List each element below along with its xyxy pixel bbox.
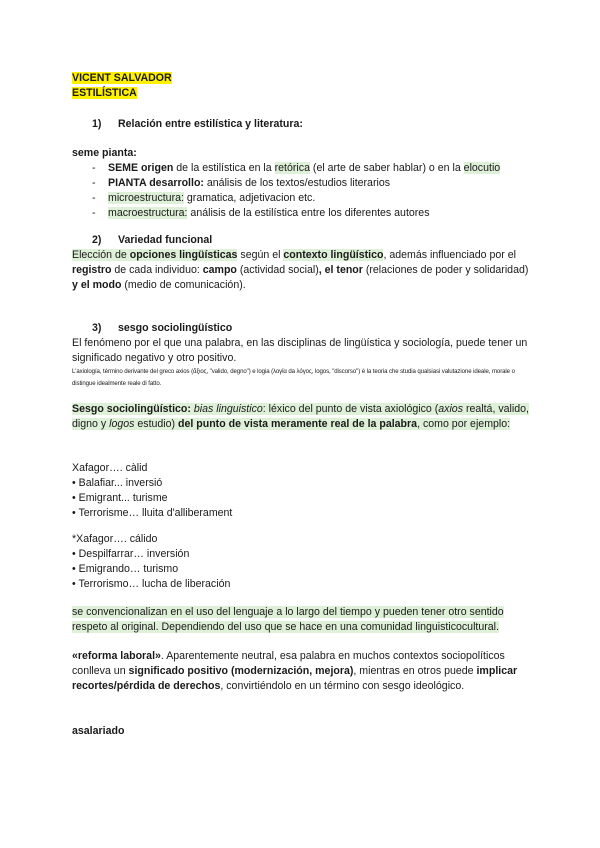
section-2-paragraph: Elección de opciones lingüísticas según el contexto lingüístico, además influenciado por el registro de cada individuo: campo (actividad social), el tenor (relaciones de poder y solidaridad) y el modo (medio de comunicación). <box>72 249 529 291</box>
sesgo-definition: Sesgo sociolingüístico: bias linguistico: léxico del punto de vista axiológico (axios realtá, valido, digno y logos estudio) del punto de vista meramente real de la palabra, como por ejemplo: <box>72 403 529 430</box>
conventionalization-paragraph: se convencionalizan en el uso del lenguaje a lo largo del tiempo y pueden tener otro sentido respeto al original. Dependiendo del uso que se hace en una comunidad linguisticocultural. <box>72 606 504 633</box>
list-item: • Balafiar... inversió <box>72 477 163 489</box>
section-1-body <box>72 146 532 221</box>
list-item: - microestructura: gramatica, adjetivacion etc. <box>72 191 532 206</box>
dash-list <box>72 161 532 221</box>
subhead: seme pianta: <box>72 147 137 159</box>
list-item: - PIANTA desarrollo: análisis de los textos/estudios literarios <box>72 176 532 191</box>
list-item: • Emigrant... turisme <box>72 492 168 504</box>
list-item: Xafagor…. càlid <box>72 462 148 474</box>
section-3-heading: 3) sesgo sociolingüístico <box>92 322 233 334</box>
examples-spanish <box>72 532 532 592</box>
section-3-paragraph: El fenómeno por el que una palabra, en las disciplinas de lingüística y sociología, puede tener un significado negativo y otro positivo. <box>72 337 528 364</box>
list-item: - SEME origen de la estilística en la retórica (el arte de saber hablar) o en la elocutio <box>72 161 532 176</box>
section-1-heading: 1) Relación entre estilística y literatura: <box>92 118 303 130</box>
list-item: • Terrorismo… lucha de liberación <box>72 578 231 590</box>
final-term: asalariado <box>72 725 125 737</box>
examples-catalan <box>72 461 532 521</box>
list-item: • Emigrando… turismo <box>72 563 179 575</box>
author-name: VICENT SALVADOR <box>72 72 172 84</box>
axiology-note: L'axiología, término derivante del greco axios (ἄξιος, "valido, degno") e logia (λογία da λόγος, logos, "discorso") è la teoria che studia qualsiasi valutazione ideale, morale o distingue idealmente reale di fatto. <box>72 368 515 387</box>
list-item: *Xafagor…. cálido <box>72 533 158 545</box>
list-item: • Despilfarrar… inversión <box>72 548 190 560</box>
section-2-heading: 2) Variedad funcional <box>92 234 213 246</box>
list-item: • Terrorisme… lluita d'alliberament <box>72 507 233 519</box>
list-item: - macroestructura: análisis de la estilística entre los diferentes autores <box>72 206 532 221</box>
subject-title: ESTILÍSTICA <box>72 87 137 99</box>
reforma-paragraph: «reforma laboral». Aparentemente neutral, esa palabra en muchos contextos sociopolíticos conlleva un significado positivo (modernización, mejora), mientras en otros puede implicar recortes/pérdida de derechos, convirtiéndolo en un término con sesgo ideológico. <box>72 650 518 692</box>
document-header <box>72 71 532 101</box>
